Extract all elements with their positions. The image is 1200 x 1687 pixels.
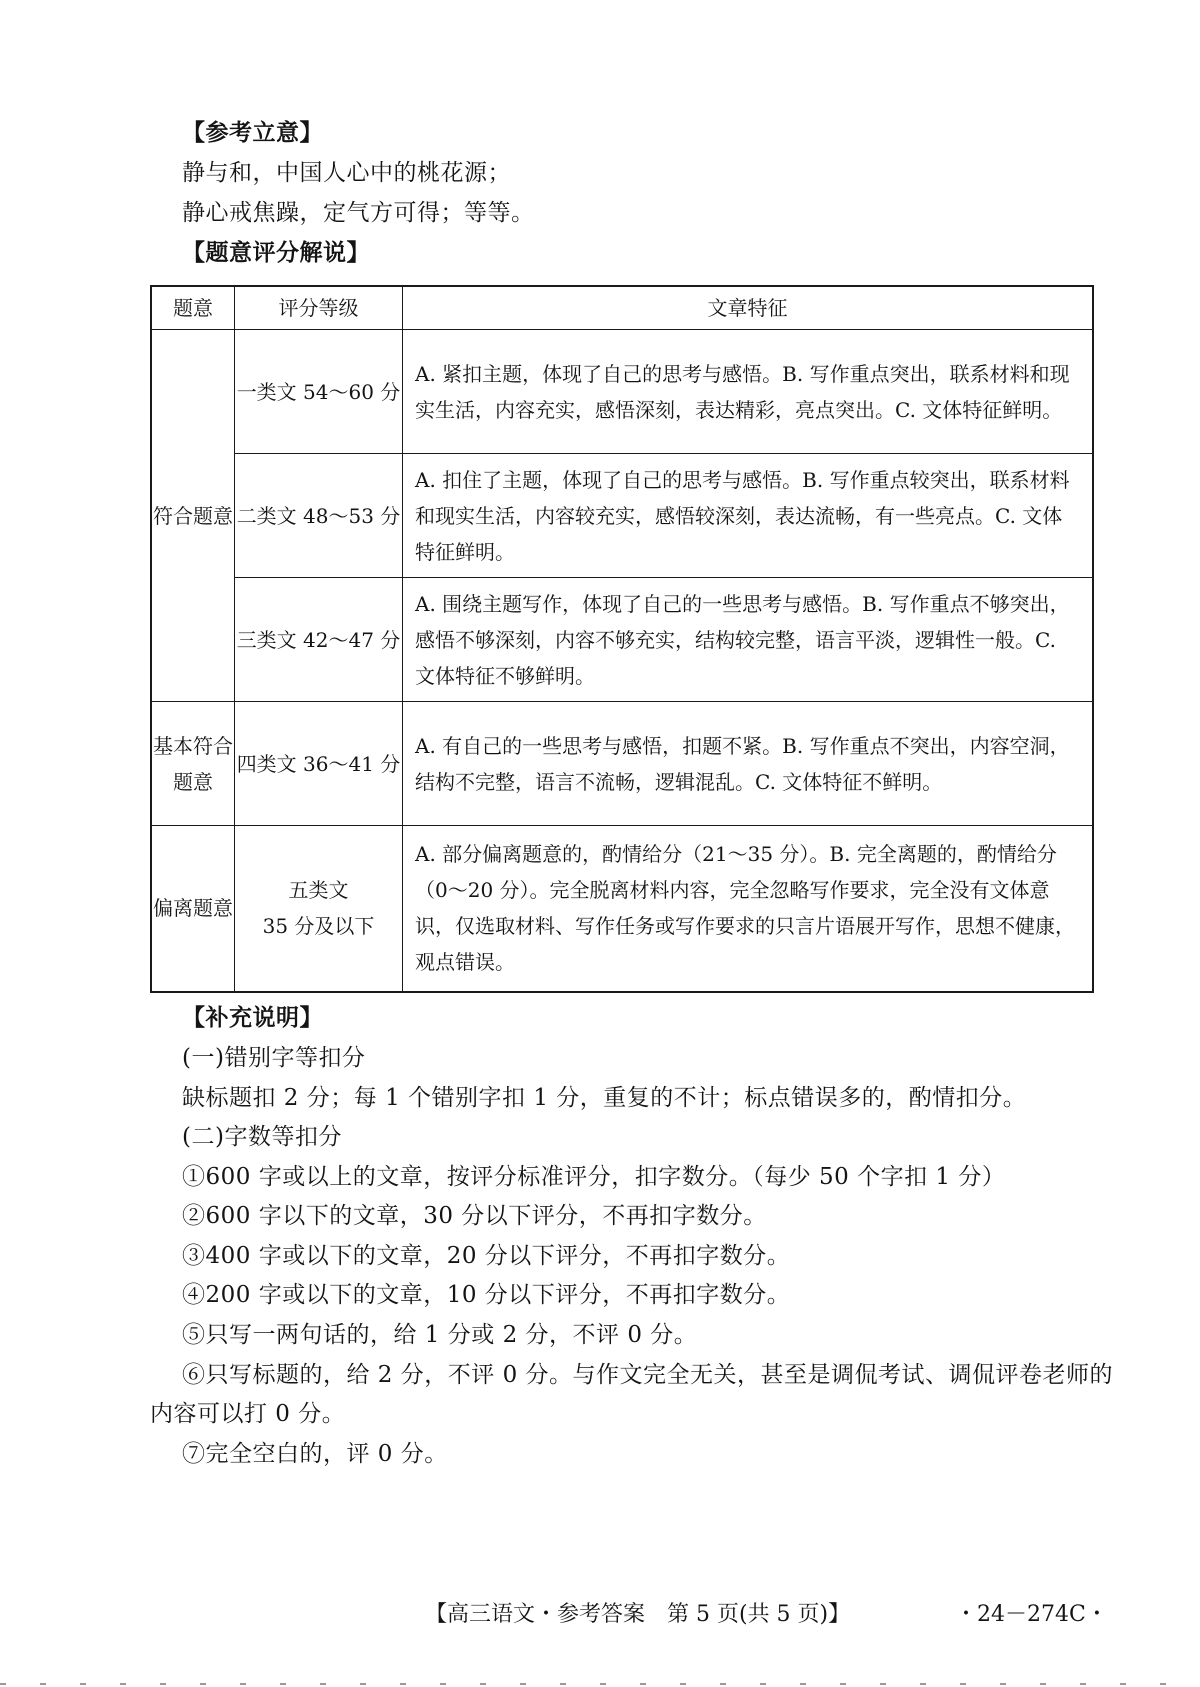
scan-edge-divider [0,1683,1200,1685]
rule-item: ⑦完全空白的，评 0 分。 [182,1441,448,1467]
rule-item-continued: 内容可以打 0 分。 [150,1401,346,1427]
table-row [151,330,1093,454]
level-cell: 三类文 42～47 分 [235,578,403,702]
features-cell: A. 围绕主题写作，体现了自己的一些思考与感悟。B. 写作重点不够突出，感悟不够深刻，内容不够充实，结构较完整，语言平淡，逻辑性一般。C. 文体特征不够鲜明。 [403,578,1094,702]
intent-cell: 符合题意 [151,330,235,702]
intent-line-1: 静与和，中国人心中的桃花源； [182,160,511,186]
rule-item: ④200 字或以下的文章，10 分以下评分，不再扣字数分。 [182,1282,791,1308]
supplement-heading: 【补充说明】 [182,1004,323,1031]
rule-item: ②600 字以下的文章，30 分以下评分，不再扣字数分。 [182,1203,767,1229]
header-features: 文章特征 [403,286,1094,330]
header-level: 评分等级 [235,286,403,330]
document-code: ・24－274C・ [955,1602,1108,1627]
level-cell: 一类文 54～60 分 [235,330,403,454]
level-cell [235,826,403,992]
supplement-sub-1: (一)错别字等扣分 [182,1045,366,1071]
table-row [151,826,1093,992]
page-footer: 【高三语文・参考答案 第 5 页(共 5 页)】 [425,1602,851,1627]
features-cell: A. 有自己的一些思考与感悟，扣题不紧。B. 写作重点不突出，内容空洞，结构不完整，语言不流畅，逻辑混乱。C. 文体特征不鲜明。 [403,702,1094,826]
features-cell: A. 部分偏离题意的，酌情给分（21～35 分）。B. 完全离题的，酌情给分（0～20 分）。完全脱离材料内容，完全忽略写作要求，完全没有文体意识，仅选取材料、写作任务或写作要求的只言片语展开写作，思想不健康，观点错误。 [403,826,1094,992]
intent-cell: 偏离题意 [151,826,235,992]
level-line-2: 35 分及以下 [262,914,375,939]
table-row [151,578,1093,702]
rule-item: ⑤只写一两句话的，给 1 分或 2 分，不评 0 分。 [182,1322,698,1348]
rule-item: ①600 字或以上的文章，按评分标准评分，扣字数分。（每少 50 个字扣 1 分） [182,1164,1006,1190]
table-row [151,702,1093,826]
features-cell: A. 扣住了主题，体现了自己的思考与感悟。B. 写作重点较突出，联系材料和现实生活，内容较充实，感悟较深刻，表达流畅，有一些亮点。C. 文体特征鲜明。 [403,454,1094,578]
supplement-sub-1-text: 缺标题扣 2 分；每 1 个错别字扣 1 分，重复的不计；标点错误多的，酌情扣分。 [182,1085,1027,1111]
table-row [151,454,1093,578]
rule-item: ⑥只写标题的，给 2 分，不评 0 分。与作文完全无关，甚至是调侃考试、调侃评卷老师的 [182,1362,1114,1388]
level-cell: 二类文 48～53 分 [235,454,403,578]
rubric-heading: 【题意评分解说】 [182,239,370,266]
level-cell: 四类文 36～41 分 [235,702,403,826]
supplement-sub-2: (二)字数等扣分 [182,1124,342,1150]
level-line-1: 五类文 [288,878,349,903]
intent-line-2: 静心戒焦躁，定气方可得；等等。 [182,200,535,226]
grading-table [150,285,1094,993]
intent-cell: 基本符合题意 [151,702,235,826]
table-header-row [151,286,1093,330]
rule-item: ③400 字或以下的文章，20 分以下评分，不再扣字数分。 [182,1243,791,1269]
features-cell: A. 紧扣主题，体现了自己的思考与感悟。B. 写作重点突出，联系材料和现实生活，内容充实，感悟深刻，表达精彩，亮点突出。C. 文体特征鲜明。 [403,330,1094,454]
reference-intent-heading: 【参考立意】 [182,119,323,146]
header-intent: 题意 [151,286,235,330]
